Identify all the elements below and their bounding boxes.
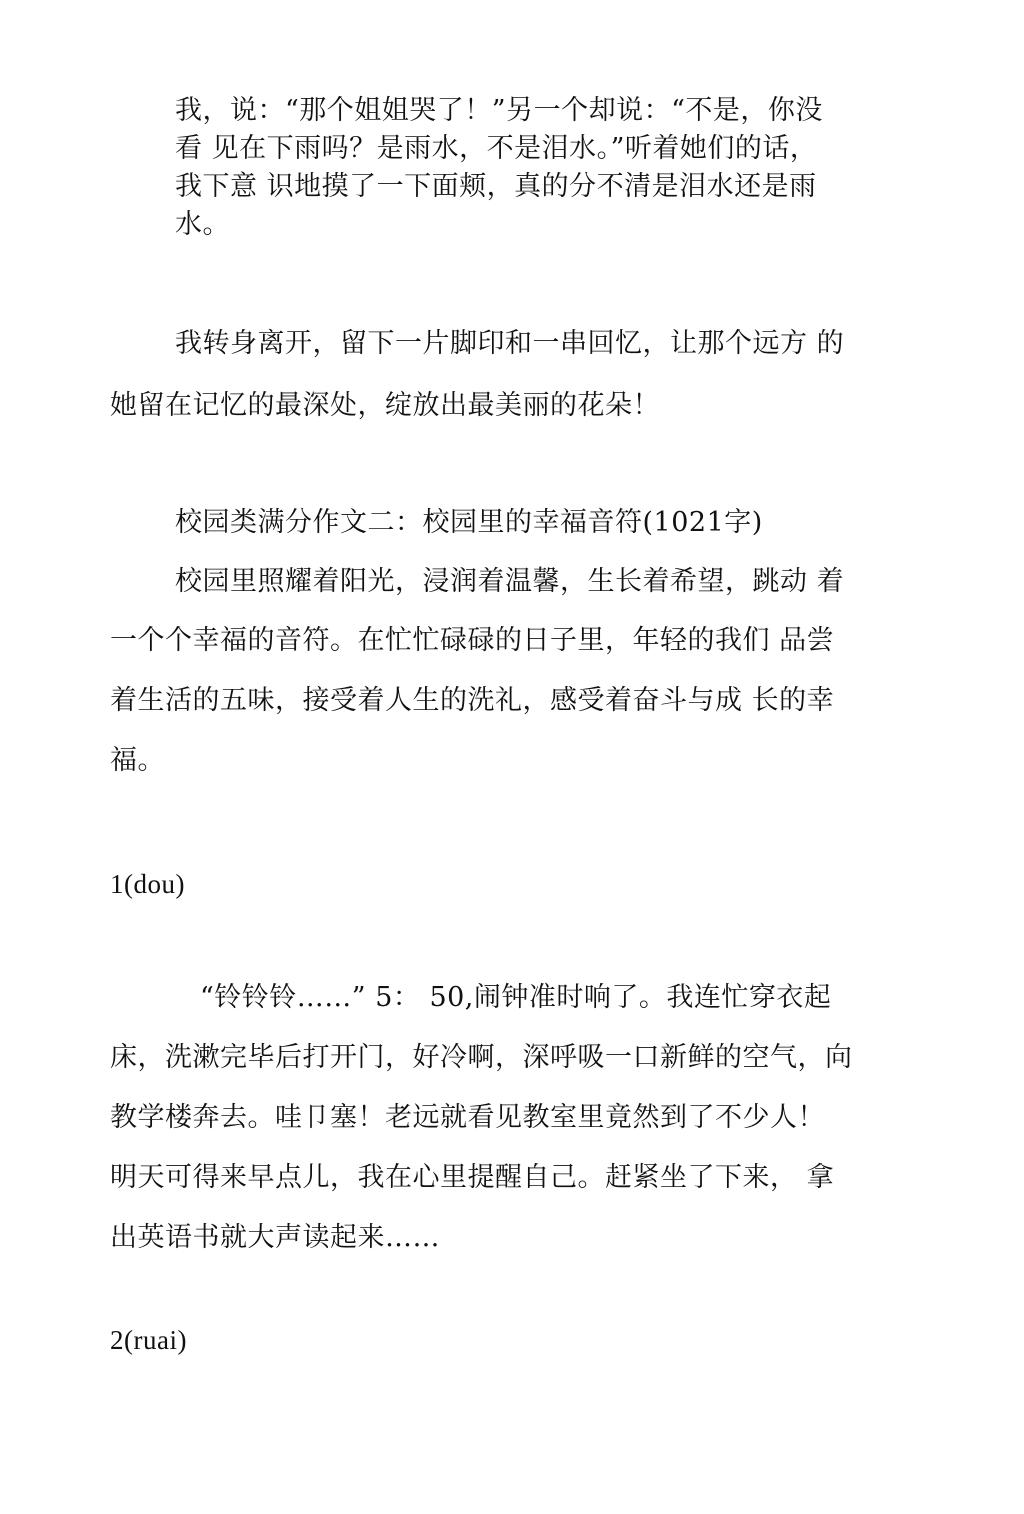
text-line: “铃铃铃……” 5： 50,闹钟准时响了。我连忙穿衣起: [200, 982, 832, 1013]
text-line: 我，说：“那个姐姐哭了！”另一个却说：“不是，你没: [175, 95, 823, 126]
text-line: 她留在记忆的最深处，绽放出最美丽的花朵！: [110, 390, 660, 421]
section-heading-2: 2(ruai): [110, 1325, 187, 1355]
text-line: 着生活的五味，接受着人生的洗礼，感受着奋斗与成 长的幸: [110, 685, 835, 716]
text-line: 校园里照耀着阳光，浸润着温馨，生长着希望，跳动 着: [175, 566, 845, 597]
text-line: 教学楼奔去。哇卩塞！老远就看见教室里竟然到了不少人！: [110, 1102, 825, 1133]
text-line: 水。: [175, 209, 230, 240]
text-line: 一个个幸福的音符。在忙忙碌碌的日子里，年轻的我们 品尝: [110, 625, 835, 656]
section-heading-1: 1(dou): [110, 869, 185, 899]
essay-title: 校园类满分作文二：校园里的幸福音符(1021字): [175, 507, 763, 538]
text-line: 明天可得来早点儿，我在心里提醒自己。赶紧坐了下来， 拿: [110, 1162, 835, 1193]
text-line: 福。: [110, 745, 165, 776]
text-line: 床，洗漱完毕后打开门，好冷啊，深呼吸一口新鲜的空气，向: [110, 1042, 853, 1073]
text-line: 我下意 识地摸了一下面颊，真的分不清是泪水还是雨: [175, 171, 817, 202]
text-line: 出英语书就大声读起来……: [110, 1222, 440, 1253]
text-line: 看 见在下雨吗？是雨水，不是泪水。”听着她们的话，: [175, 133, 818, 164]
text-line: 我转身离开，留下一片脚印和一串回忆，让那个远方 的: [175, 328, 845, 359]
